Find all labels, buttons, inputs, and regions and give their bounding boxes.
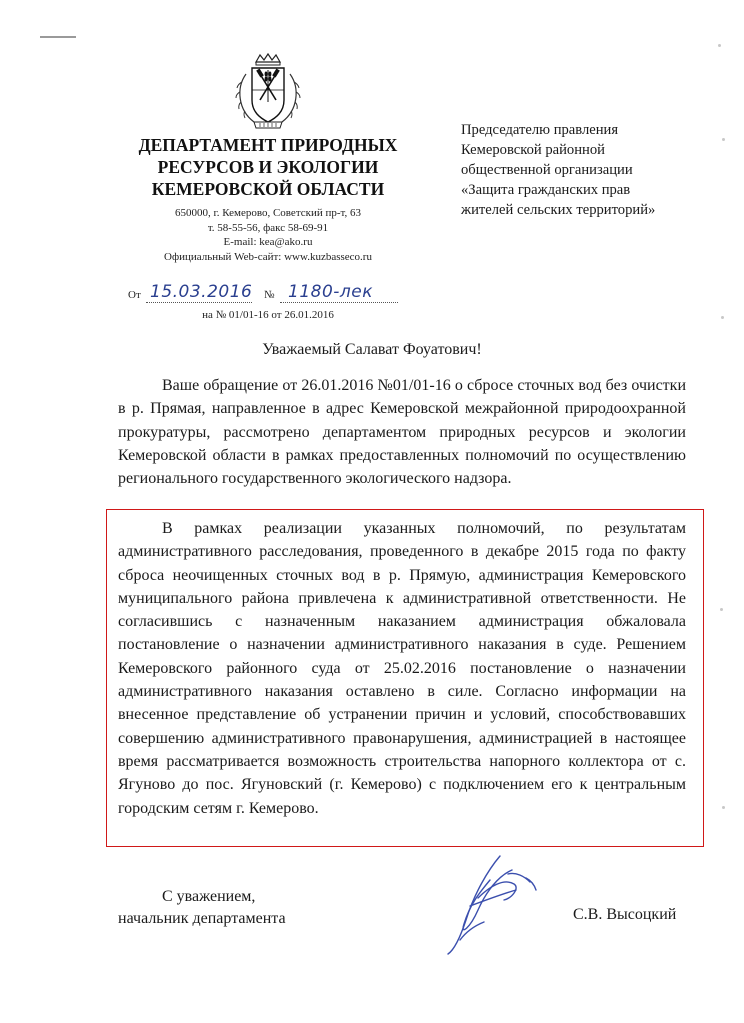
- signer-name: С.В. Высоцкий: [573, 906, 677, 923]
- reference-number: на № 01/01-16 от 26.01.2016: [202, 309, 334, 321]
- closing-block: [118, 886, 286, 930]
- scan-artifact-dot: [718, 44, 721, 47]
- handwritten-date: 15.03.2016: [150, 282, 253, 302]
- scan-artifact-dot: [722, 138, 725, 141]
- handwritten-signature-icon: [430, 850, 550, 960]
- scan-artifact-dot: [720, 608, 723, 611]
- registration-line: [128, 282, 398, 306]
- department-line: КЕМЕРОВСКОЙ ОБЛАСТИ: [151, 179, 385, 199]
- addressee-line: Кемеровской районной: [461, 142, 605, 158]
- department-name: [118, 134, 418, 200]
- phone-fax: т. 58-55-56, факс 58-69-91: [207, 221, 329, 234]
- scan-artifact-dot: [722, 806, 725, 809]
- addressee-line: Председателю правления: [461, 122, 619, 138]
- website: Официальный Web-сайт: www.kuzbasseco.ru: [164, 250, 372, 263]
- signer-title: начальник департамента: [118, 910, 286, 927]
- postal-address: 650000, г. Кемерово, Советский пр-т, 63: [174, 207, 362, 219]
- from-label: От: [128, 289, 141, 301]
- addressee-block: [461, 120, 711, 220]
- number-label: №: [264, 289, 275, 301]
- department-contacts: [118, 206, 418, 264]
- scan-artifact-mark: [40, 36, 76, 38]
- department-line: ДЕПАРТАМЕНТ ПРИРОДНЫХ: [138, 135, 398, 155]
- email-address: E-mail: kea@ako.ru: [223, 236, 313, 248]
- handwritten-number: 1180-лек: [288, 282, 373, 302]
- body-paragraph-1: Ваше обращение от 26.01.2016 №01/01-16 о сбросе сточных вод без очистки в р. Прямая, направленное в адрес Кемеровской межрайонной природоохранной прокуратуры, рассмотрено департаментом природных ресурсов и экологии Кемеровской области в рамках предоставленных полномочий по осуществлению регионального государственного экологического надзора.: [118, 377, 686, 488]
- addressee-line: общественной организации: [461, 162, 633, 178]
- addressee-line: жителей сельских территорий»: [461, 202, 656, 218]
- addressee-line: «Защита гражданских прав: [461, 182, 631, 198]
- greeting: Уважаемый Салават Фоуатович!: [262, 341, 482, 358]
- date-underline: [146, 302, 252, 303]
- department-line: РЕСУРСОВ И ЭКОЛОГИИ: [157, 157, 379, 177]
- body-paragraph-2: В рамках реализации указанных полномочий, по результатам административного расследования, проведенного в декабре 2015 года по факту сброса неочищенных сточных вод в р. Прямую, администрация Кемеровского муниципального района привлечена к административной ответственности. Не согласившись с назначенным наказанием администрация обжаловала постановление о назначении административного наказания в суде. Решением Кемеровского районного суда от 25.02.2016 постановление о назначении административного наказания оставлено в силе. Согласно информации на внесенное представление об устранении причин и условий, способствовавших совершению административного правонарушения, администрацией в настоящее время рассматривается возможность строительства напорного коллектора от с. Ягуново до пос. Ягуновский (г. Кемерово) с подключением его к центральным городским сетям г. Кемерово.: [118, 520, 686, 817]
- kemerovo-coat-of-arms-icon: [232, 52, 304, 132]
- scan-artifact-dot: [721, 316, 724, 319]
- number-underline: [280, 302, 398, 303]
- closing-regards: С уважением,: [162, 888, 256, 905]
